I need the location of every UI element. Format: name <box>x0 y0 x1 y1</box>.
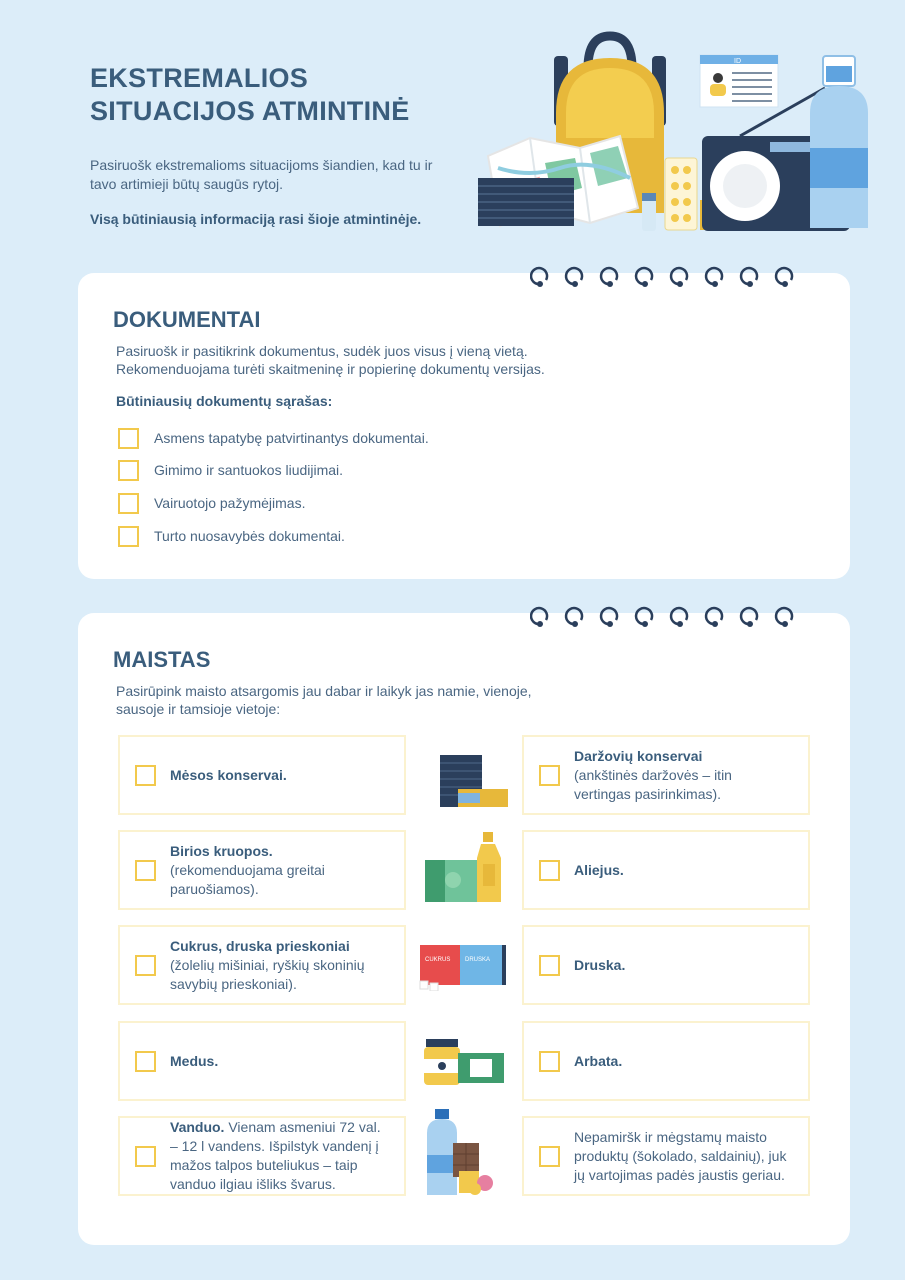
food-item-meat[interactable] <box>118 735 406 815</box>
food-item-vegetables[interactable] <box>522 735 810 815</box>
food-desc-1: Pasirūpink maisto atsargomis jau dabar ir laikyk jas namie, vienoje, <box>116 683 532 699</box>
food-item-text: Druska. <box>574 956 626 973</box>
document-item-label: Asmens tapatybę patvirtinantys dokumentai. <box>154 430 429 446</box>
checkbox[interactable] <box>539 765 560 786</box>
svg-text:DRUSKA: DRUSKA <box>465 957 491 963</box>
document-item-label: Vairuotojo pažymėjimas. <box>154 495 306 511</box>
ring-binding <box>530 602 810 630</box>
checkbox[interactable] <box>135 1051 156 1072</box>
documents-title: DOKUMENTAI <box>113 307 261 332</box>
food-item-honey[interactable] <box>118 1021 406 1101</box>
food-item-oil[interactable] <box>522 830 810 910</box>
documents-desc-2: Rekomenduojama turėti skaitmeninę ir popierinę dokumentų versijas. <box>116 361 545 377</box>
checkbox[interactable] <box>135 955 156 976</box>
emergency-kit-illustration <box>470 28 890 243</box>
food-item-text: Vanduo. Vienam asmeniui 72 val. – 12 l vandens. Išpilstyk vandenį į mažos talpos buteliukus – taip vanduo ilgiau išliks švarus. <box>170 1119 381 1192</box>
food-item-grains[interactable] <box>118 830 406 910</box>
food-title: MAISTAS <box>113 647 211 672</box>
svg-text:ID: ID <box>734 58 741 65</box>
food-item-sugar-spices[interactable] <box>118 925 406 1005</box>
checkbox[interactable] <box>539 860 560 881</box>
ring-binding <box>530 262 810 290</box>
document-item[interactable] <box>118 492 305 514</box>
title-line-1: EKSTREMALIOS <box>90 63 309 93</box>
title-line-2: SITUACIJOS ATMINTINĖ <box>90 96 410 126</box>
ring-binder-icon <box>478 178 574 226</box>
food-item-text: Daržovių konservai (ankštinės daržovės – itin vertingas pasirinkimas). <box>574 747 732 802</box>
intro-text: Pasiruošk ekstremalioms situacijoms šiandien, kad tu ir tavo artimieji būtų saugūs rytoj. <box>90 157 433 192</box>
food-item-tea[interactable] <box>522 1021 810 1101</box>
checkbox[interactable] <box>118 460 139 481</box>
intro-bold-text: Visą būtiniausią informaciją rasi šioje atmintinėje. <box>90 211 422 227</box>
food-card <box>78 613 850 1245</box>
page-title <box>90 62 410 128</box>
document-item-label: Turto nuosavybės dokumentai. <box>154 528 345 544</box>
checkbox[interactable] <box>539 1146 560 1167</box>
checkbox[interactable] <box>135 860 156 881</box>
checkbox[interactable] <box>135 765 156 786</box>
food-item-text: Arbata. <box>574 1052 623 1069</box>
checkbox[interactable] <box>118 428 139 449</box>
document-item[interactable] <box>118 459 343 481</box>
checkbox[interactable] <box>135 1146 156 1167</box>
documents-list-title: Būtiniausių dokumentų sąrašas: <box>116 393 333 409</box>
document-item[interactable] <box>118 525 345 547</box>
honey-tea-icon <box>422 1037 506 1087</box>
oil-icon <box>423 828 505 906</box>
documents-desc-1: Pasiruošk ir pasitikrink dokumentus, sudėk juos visus į vieną vietą. <box>116 343 528 359</box>
document-item[interactable] <box>118 427 429 449</box>
documents-card <box>78 273 850 579</box>
food-item-water[interactable] <box>118 1116 406 1196</box>
food-item-salt[interactable] <box>522 925 810 1005</box>
spice-packs-icon <box>418 943 508 991</box>
food-item-text: Cukrus, druska prieskoniai (žolelių mišiniai, ryškių skoninių savybių prieskoniai). <box>170 937 365 992</box>
food-item-text: Aliejus. <box>574 861 624 878</box>
document-item-label: Gimimo ir santuokos liudijimai. <box>154 462 344 478</box>
water-chocolate-icon <box>423 1107 505 1197</box>
checkbox[interactable] <box>539 1051 560 1072</box>
food-item-text: Mėsos konservai. <box>170 766 287 783</box>
food-item-text: Nepamiršk ir mėgstamų maisto produktų (šokolado, saldainių), juk jų vartojimas padės jaustis geriau. <box>574 1128 787 1183</box>
checkbox[interactable] <box>118 493 139 514</box>
id-card-icon <box>700 55 778 107</box>
canned-food-icon <box>418 751 510 811</box>
checkbox[interactable] <box>539 955 560 976</box>
food-item-text: Medus. <box>170 1052 219 1069</box>
water-bottle-icon <box>810 56 868 228</box>
food-desc-2: sausoje ir tamsioje vietoje: <box>116 701 281 717</box>
food-item-text: Birios kruopos. (rekomenduojama greitai paruošiamos). <box>170 842 325 897</box>
food-item-favorite[interactable] <box>522 1116 810 1196</box>
svg-text:CUKRUS: CUKRUS <box>425 957 451 963</box>
checkbox[interactable] <box>118 526 139 547</box>
